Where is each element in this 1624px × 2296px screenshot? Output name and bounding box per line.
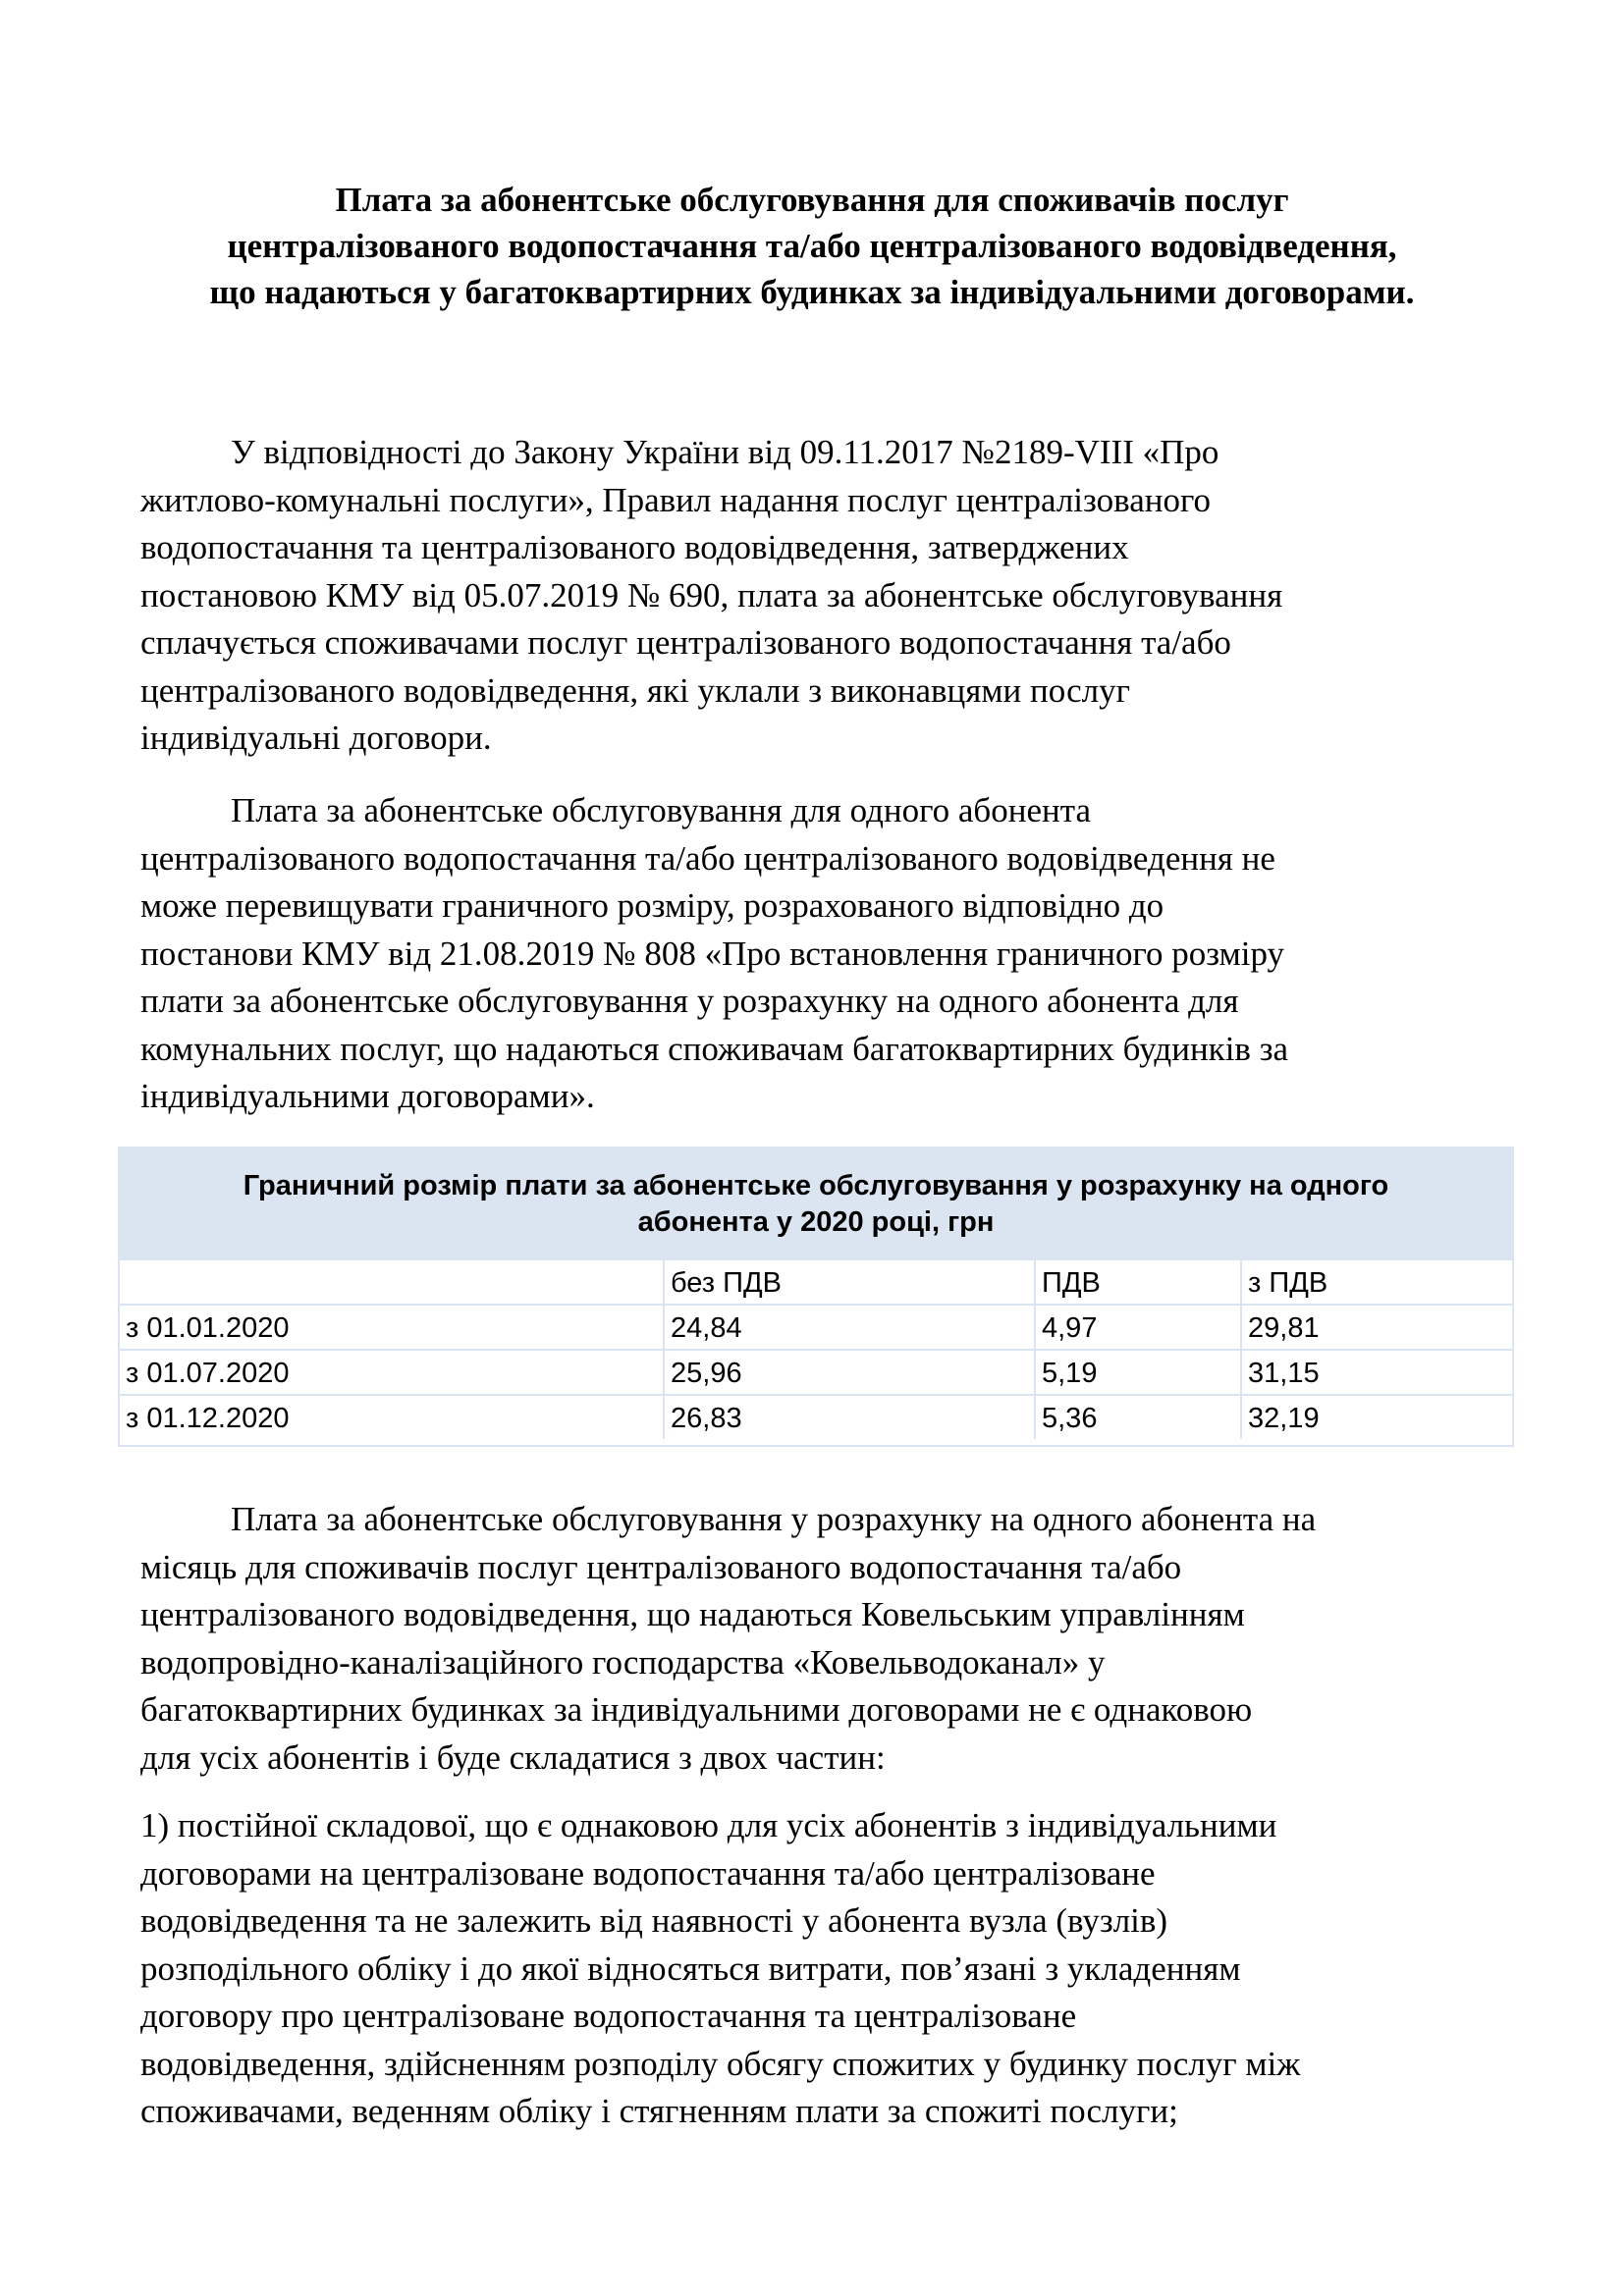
cell-period: з 01.12.2020 — [126, 1403, 290, 1434]
paragraph-line: 1) постійної складової, що є однаковою для усіх абонентів з індивідуальними — [140, 1806, 1277, 1844]
fee-limit-table — [118, 1147, 1514, 1447]
cell-with-vat: 29,81 — [1240, 1306, 1514, 1349]
paragraph-legal-basis — [140, 429, 1515, 763]
title-line: що надаються у багатоквартирних будинках за індивідуальними договорами. — [209, 273, 1415, 311]
paragraph-line: житлово-комунальні послуги», Правил надання послуг централізованого — [140, 480, 1211, 519]
paragraph-fee-limit — [140, 787, 1515, 1121]
paragraph-line: багатоквартирних будинках за індивідуальними договорами не є однаковою — [140, 1690, 1253, 1729]
table-row — [120, 1304, 1512, 1349]
paragraph-line: Плата за абонентське обслуговування для одного абонента — [231, 791, 1091, 829]
cell-period: з 01.01.2020 — [126, 1312, 290, 1344]
cell-without-vat: 24,84 — [663, 1306, 1034, 1349]
cell-vat: 4,97 — [1034, 1306, 1240, 1349]
cell-period: з 01.07.2020 — [126, 1358, 290, 1389]
paragraph-line: централізованого водопостачання та/або централізованого водовідведення не — [140, 838, 1275, 878]
column-header-vat: ПДВ — [1034, 1260, 1240, 1304]
paragraph-line: може перевищувати граничного розміру, розрахованого відповідно до — [140, 886, 1164, 925]
cell-with-vat: 31,15 — [1240, 1351, 1514, 1394]
cell-vat: 5,19 — [1034, 1351, 1240, 1394]
paragraph-line: постанови КМУ від 21.08.2019 № 808 «Про встановлення граничного розміру — [140, 934, 1284, 973]
paragraph-line: водопровідно-каналізаційного господарства «Ковельводоканал» у — [140, 1642, 1106, 1682]
title-line: Плата за абонентське обслуговування для споживачів послуг — [335, 181, 1289, 219]
paragraph-line: Плата за абонентське обслуговування у розрахунку на одного абонента на — [231, 1500, 1317, 1538]
title-line: централізованого водопостачання та/або централізованого водовідведення, — [227, 227, 1397, 265]
paragraph-line: У відповідності до Закону України від 09.11.2017 №2189-VIII «Про — [231, 433, 1219, 471]
paragraph-constant-component — [140, 1802, 1515, 2136]
document-title — [128, 177, 1496, 315]
paragraph-line: місяць для споживачів послуг централізованого водопостачання та/або — [140, 1547, 1182, 1586]
column-header-without-vat: без ПДВ — [663, 1260, 1034, 1304]
paragraph-line: водовідведення та не залежить від наявності у абонента вузла (вузлів) — [140, 1901, 1168, 1940]
cell-without-vat: 25,96 — [663, 1351, 1034, 1394]
paragraph-fee-structure — [140, 1496, 1515, 1782]
paragraph-line: для усіх абонентів і буде складатися з двох частин: — [140, 1737, 886, 1777]
paragraph-line: розподільного обліку і до якої відносяться витрати, пов’язані з укладенням — [140, 1949, 1241, 1988]
table-heading-line: Граничний розмір плати за абонентське обслуговування у розрахунку на одного — [243, 1170, 1389, 1201]
table-row — [120, 1349, 1512, 1394]
paragraph-line: постановою КМУ від 05.07.2019 № 690, плата за абонентське обслуговування — [140, 575, 1283, 614]
paragraph-line: індивідуальні договори. — [140, 719, 492, 757]
paragraph-line: індивідуальними договорами». — [140, 1077, 595, 1115]
paragraph-line: водовідведення, здійсненням розподілу обсягу спожитих у будинку послуг між — [140, 2044, 1301, 2083]
column-header-period — [120, 1260, 663, 1304]
cell-vat: 5,36 — [1034, 1396, 1240, 1439]
table-heading — [120, 1148, 1512, 1258]
paragraph-line: плати за абонентське обслуговування у розрахунку на одного абонента для — [140, 982, 1239, 1020]
table-heading-line: абонента у 2020 році, грн — [637, 1206, 995, 1238]
paragraph-line: водопостачання та централізованого водовідведення, затверджених — [140, 528, 1129, 566]
paragraph-line: централізованого водовідведення, які уклали з виконавцями послуг — [140, 670, 1130, 710]
paragraph-line: договорами на централізоване водопостачання та/або централізоване — [140, 1853, 1156, 1893]
column-header-with-vat: з ПДВ — [1240, 1260, 1514, 1304]
cell-without-vat: 26,83 — [663, 1396, 1034, 1439]
table-row — [120, 1394, 1512, 1439]
cell-with-vat: 32,19 — [1240, 1396, 1514, 1439]
paragraph-line: комунальних послуг, що надаються споживачам багатоквартирних будинків за — [140, 1029, 1289, 1068]
paragraph-line: договору про централізоване водопостачання та централізоване — [140, 1997, 1077, 2035]
paragraph-line: сплачується споживачами послуг централізованого водопостачання та/або — [140, 623, 1231, 662]
paragraph-line: централізованого водовідведення, що надаються Ковельським управлінням — [140, 1595, 1245, 1633]
table-header-row — [120, 1258, 1512, 1304]
paragraph-line: споживачами, веденням обліку і стягненням плати за спожиті послуги; — [140, 2092, 1178, 2130]
